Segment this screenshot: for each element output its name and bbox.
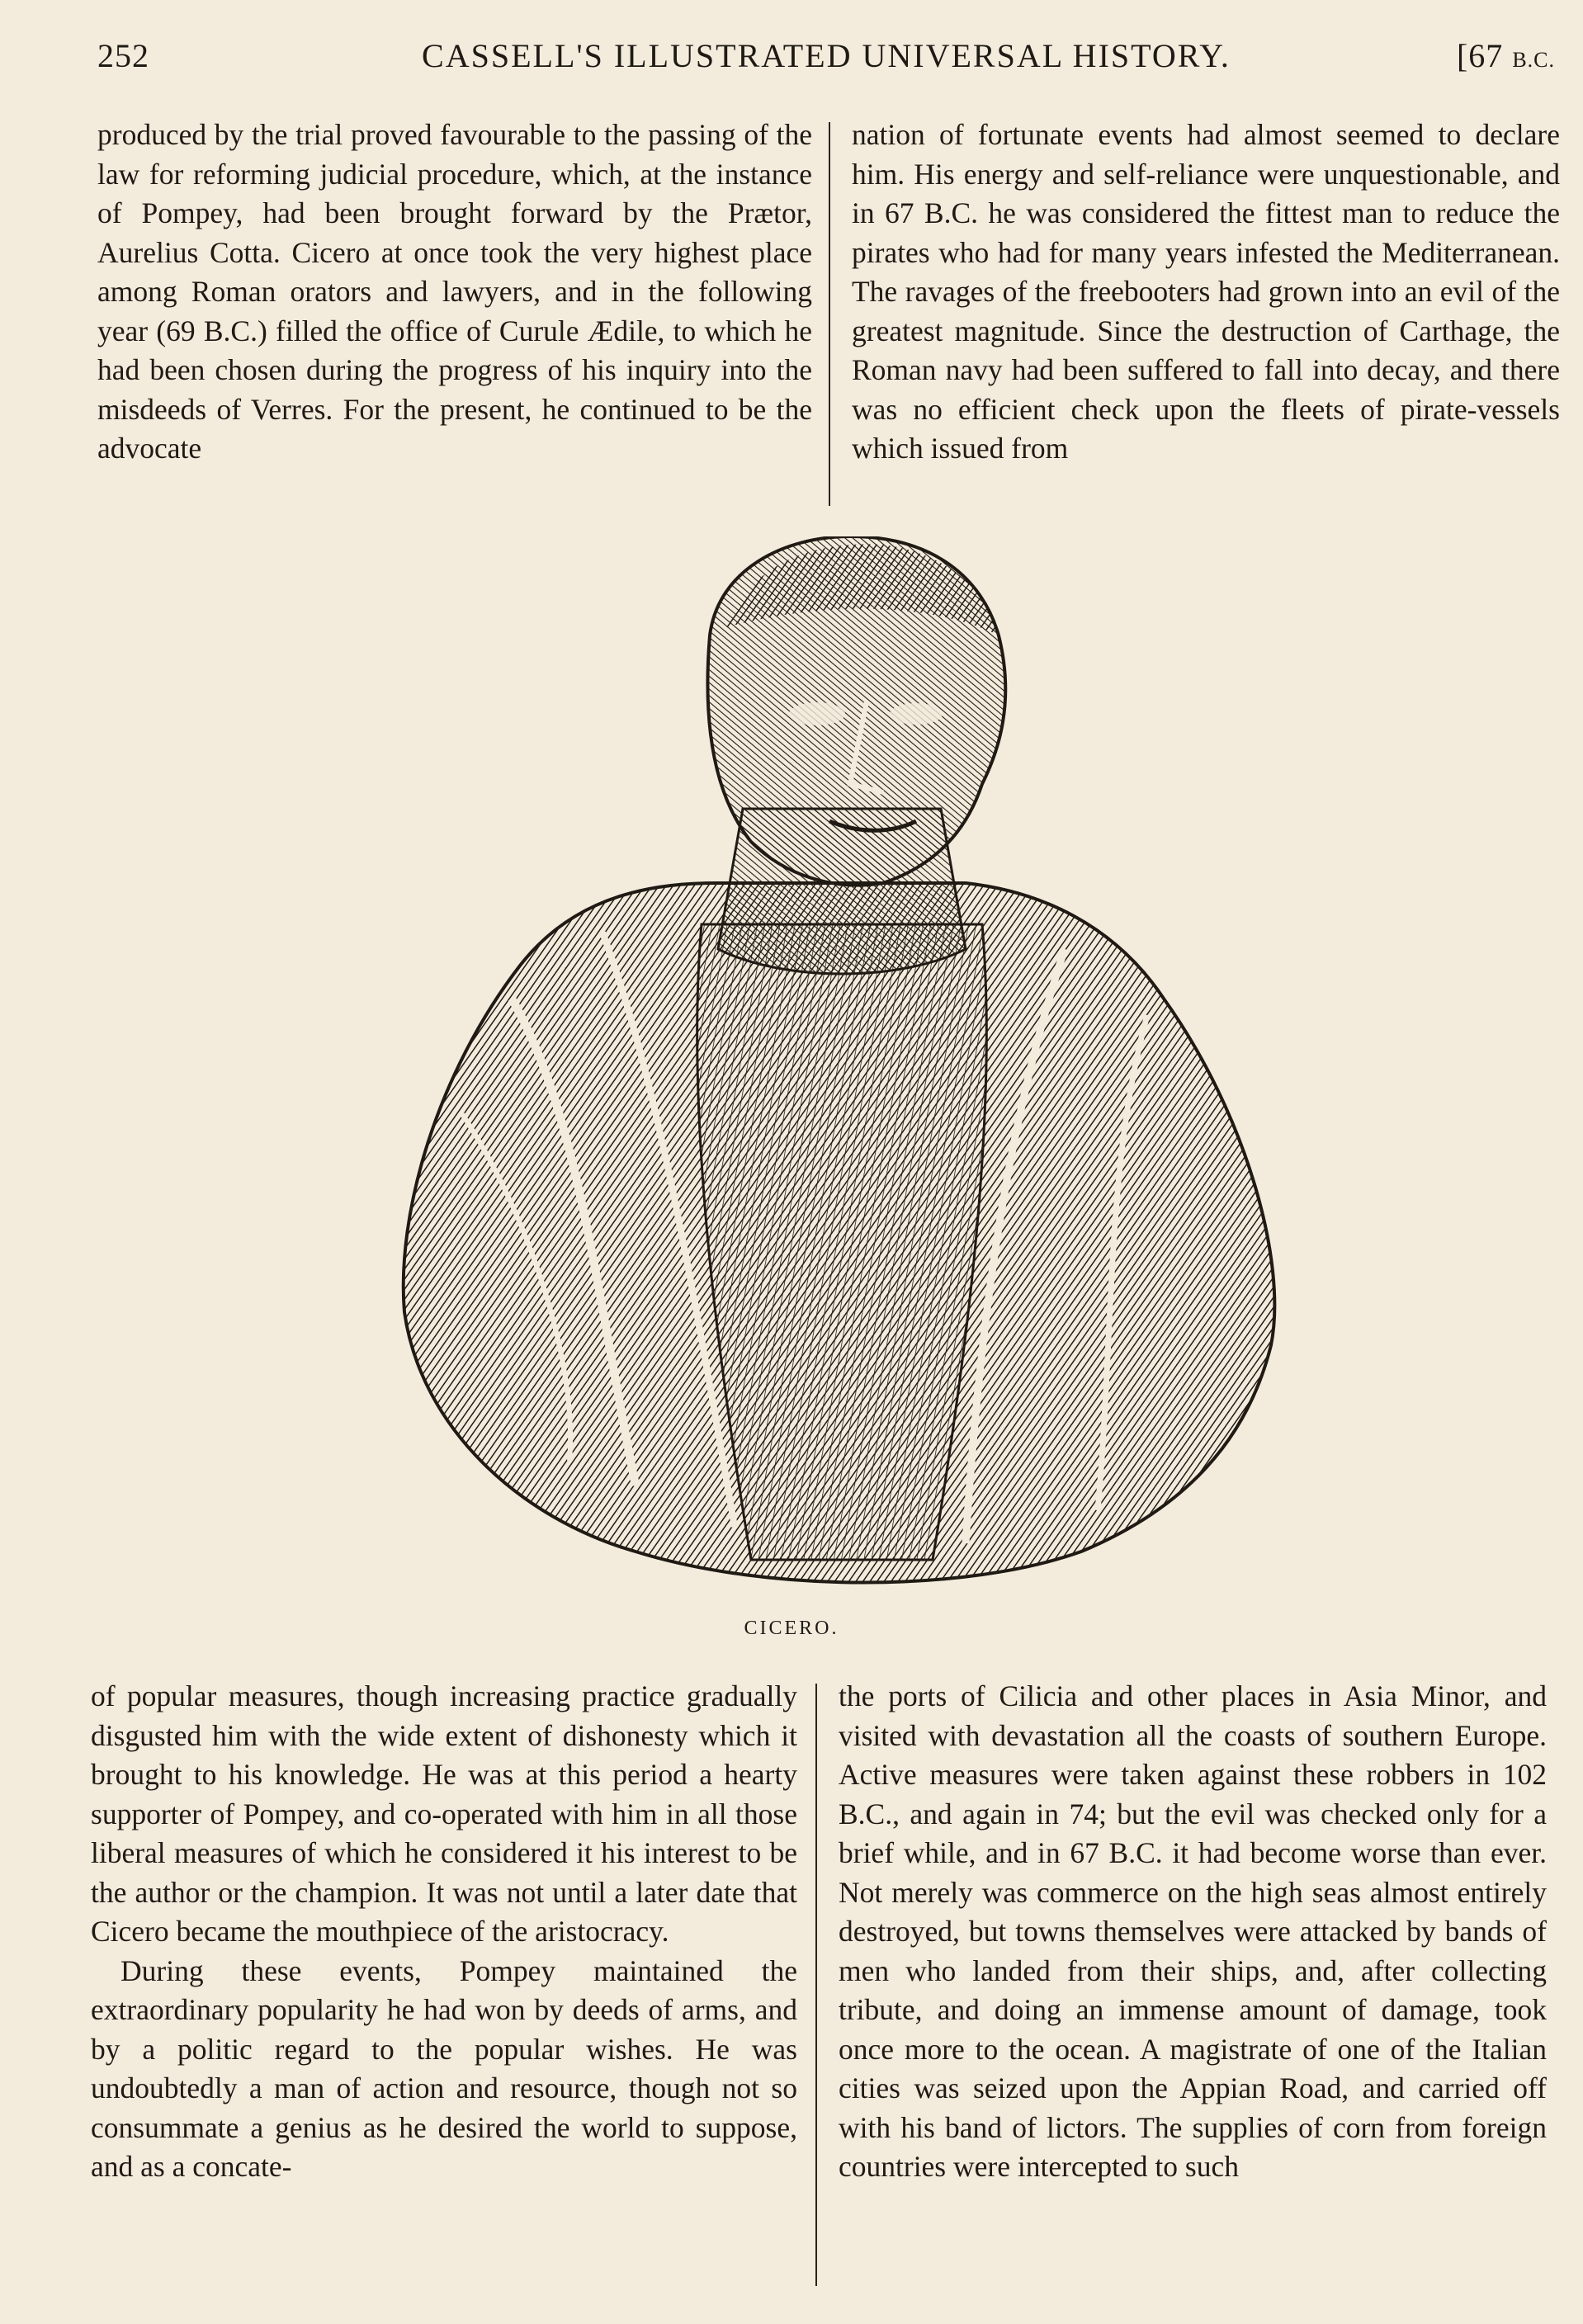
page-number: 252 — [97, 37, 149, 74]
bottom-right-column — [839, 1677, 1547, 2187]
date-marker — [1457, 36, 1555, 75]
date-bracket: [67 — [1456, 37, 1504, 74]
running-header — [97, 36, 1555, 86]
cicero-bust-illustration — [388, 536, 1296, 1601]
top-right-column — [852, 116, 1560, 469]
paragraph: nation of fortunate events had almost seemed to declare him. His energy and self-reliance were unquestionable, and in 67 B.C. he was considered the fittest man to reduce the pirates who had for many years infested the Mediterranean. The ravages of the freebooters had grown into an evil of the greatest magnitude. Since the destruction of Carthage, the Roman navy had been suffered to fall into decay, and there was no efficient check upon the fleets of pirate-vessels which issued from — [852, 118, 1560, 465]
paragraph: produced by the trial proved favourable to the passing of the law for reforming judicial procedure, which, at the instance of Pompey, had been brought forward by the Prætor, Aurelius Cotta. Cicero at once took the very highest place among Roman orators and lawyers, and in the following year (69 B.C.) filled the office of Curule Ædile, to which he had been chosen during the progress of his inquiry into the misdeeds of Verres. For the present, he continued to be the advocate — [97, 118, 812, 465]
paragraph: the ports of Cilicia and other places in Asia Minor, and visited with devastation all the coasts of southern Europe. Active measures were taken against these robbers in 102 B.C., and again in 74; but the evil was checked only for a brief while, and in 67 B.C. it had become worse than ever. Not merely was commerce on the high seas almost entirely destroyed, but towns themselves were attacked by bands of men who landed from their ships, and, after collecting tribute, and doing an immense amount of damage, took once more to the ocean. A magistrate of one of the Italian cities was seized upon the Appian Road, and carried off with his band of lictors. The supplies of corn from foreign countries were intercepted to such — [839, 1679, 1547, 2183]
paragraph: of popular measures, though increasing practice gradually disgusted him with the wide extent of dishonesty which it brought to his knowledge. He was at this period a hearty supporter of Pompey, and co-operated with him in all those liberal measures of which he considered it his interest to be the author or the champion. It was not until a later date that Cicero became the mouthpiece of the aristocracy. — [91, 1679, 797, 1948]
running-title: CASSELL'S ILLUSTRATED UNIVERSAL HISTORY. — [422, 37, 1231, 74]
figure-caption: CICERO. — [744, 1618, 839, 1639]
top-left-column — [97, 116, 812, 469]
bottom-left-column — [91, 1677, 797, 2187]
paragraph: During these events, Pompey maintained the extraordinary popularity he had won by deeds of arms, and by a politic regard to the popular wishes. He was undoubtedly a man of action and resource, though not so consummate a genius as he desired the world to suppose, and as a concate- — [91, 1953, 797, 2183]
bust-engraving-icon — [388, 536, 1296, 1601]
date-era: B.C. — [1512, 48, 1555, 72]
column-rule-top — [829, 122, 830, 506]
column-rule-bottom — [815, 1684, 817, 2286]
